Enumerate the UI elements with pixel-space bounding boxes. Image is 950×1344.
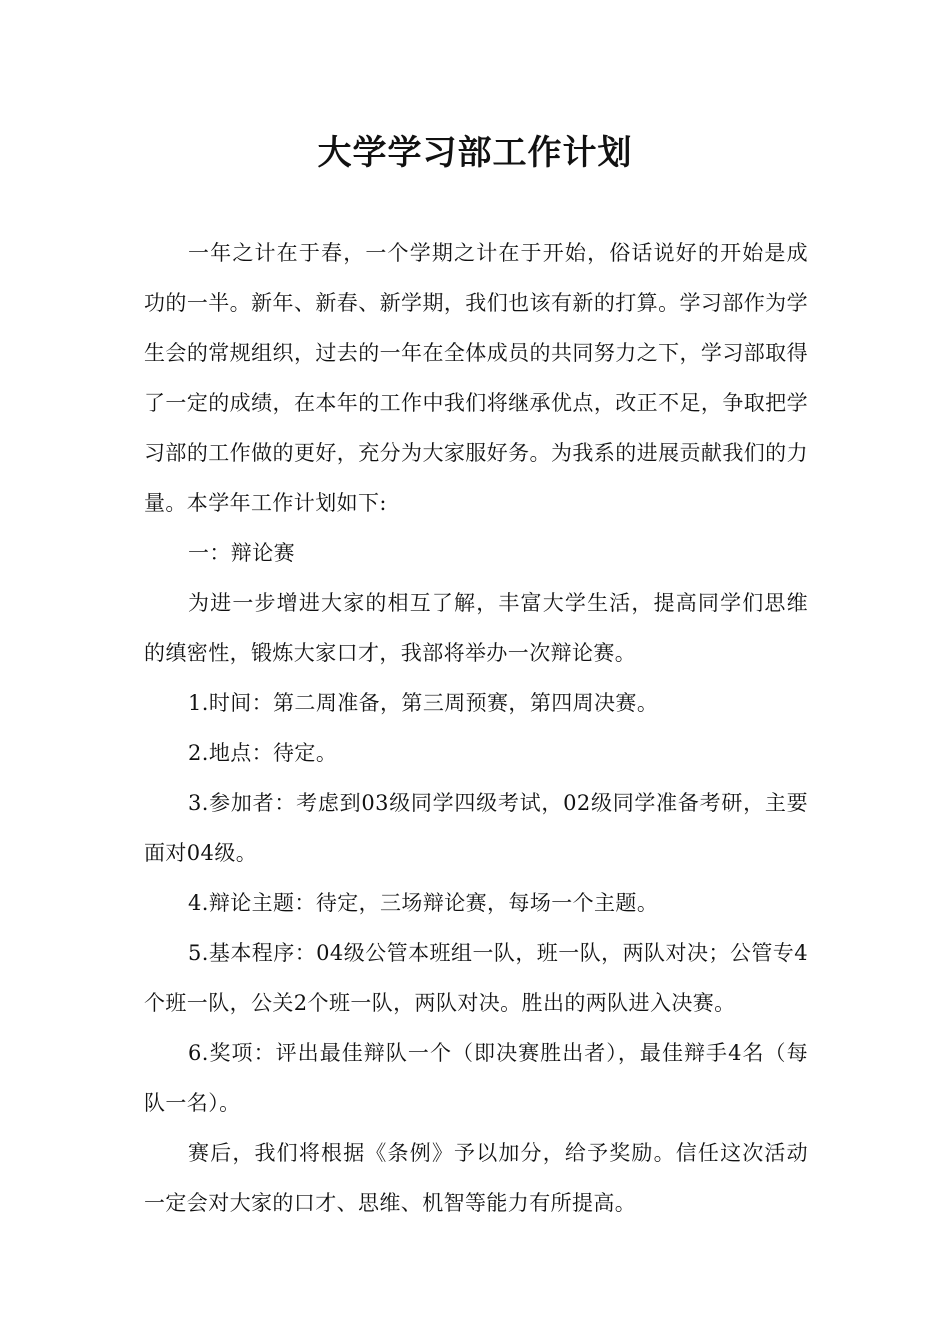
item-time: 1.时间：第二周准备，第三周预赛，第四周决赛。 <box>188 691 659 715</box>
debate-purpose-paragraph: 为进一步增进大家的相互了解，丰富大学生活，提高同学们思维的缜密性，锻炼大家口才，我部将举办一次辩论赛。 <box>144 591 808 665</box>
document-title: 大学学习部工作计划 <box>317 133 633 173</box>
document-body <box>144 228 808 1228</box>
item-topics: 4.辩论主题：待定，三场辩论赛，每场一个主题。 <box>188 891 659 915</box>
section-heading-debate: 一：辩论赛 <box>188 541 295 565</box>
item-procedure: 5.基本程序：04级公管本班组一队，班一队，两队对决；公管专4个班一队，公关2个班一队，两队对决。胜出的两队进入决赛。 <box>144 941 808 1015</box>
item-participants: 3.参加者：考虑到03级同学四级考试，02级同学准备考研，主要面对04级。 <box>144 791 808 865</box>
item-awards: 6.奖项：评出最佳辩队一个（即决赛胜出者），最佳辩手4名（每队一名）。 <box>144 1041 808 1115</box>
intro-paragraph: 一年之计在于春，一个学期之计在于开始，俗话说好的开始是成功的一半。新年、新春、新学期，我们也该有新的打算。学习部作为学生会的常规组织，过去的一年在全体成员的共同努力之下，学习部取得了一定的成绩，在本年的工作中我们将继承优点，改正不足，争取把学习部的工作做的更好，充分为大家服好务。为我系的进展贡献我们的力量。本学年工作计划如下: <box>144 241 808 515</box>
closing-paragraph: 赛后，我们将根据《条例》予以加分，给予奖励。信任这次活动一定会对大家的口才、思维、机智等能力有所提高。 <box>144 1141 808 1215</box>
item-location: 2.地点：待定。 <box>188 741 338 765</box>
